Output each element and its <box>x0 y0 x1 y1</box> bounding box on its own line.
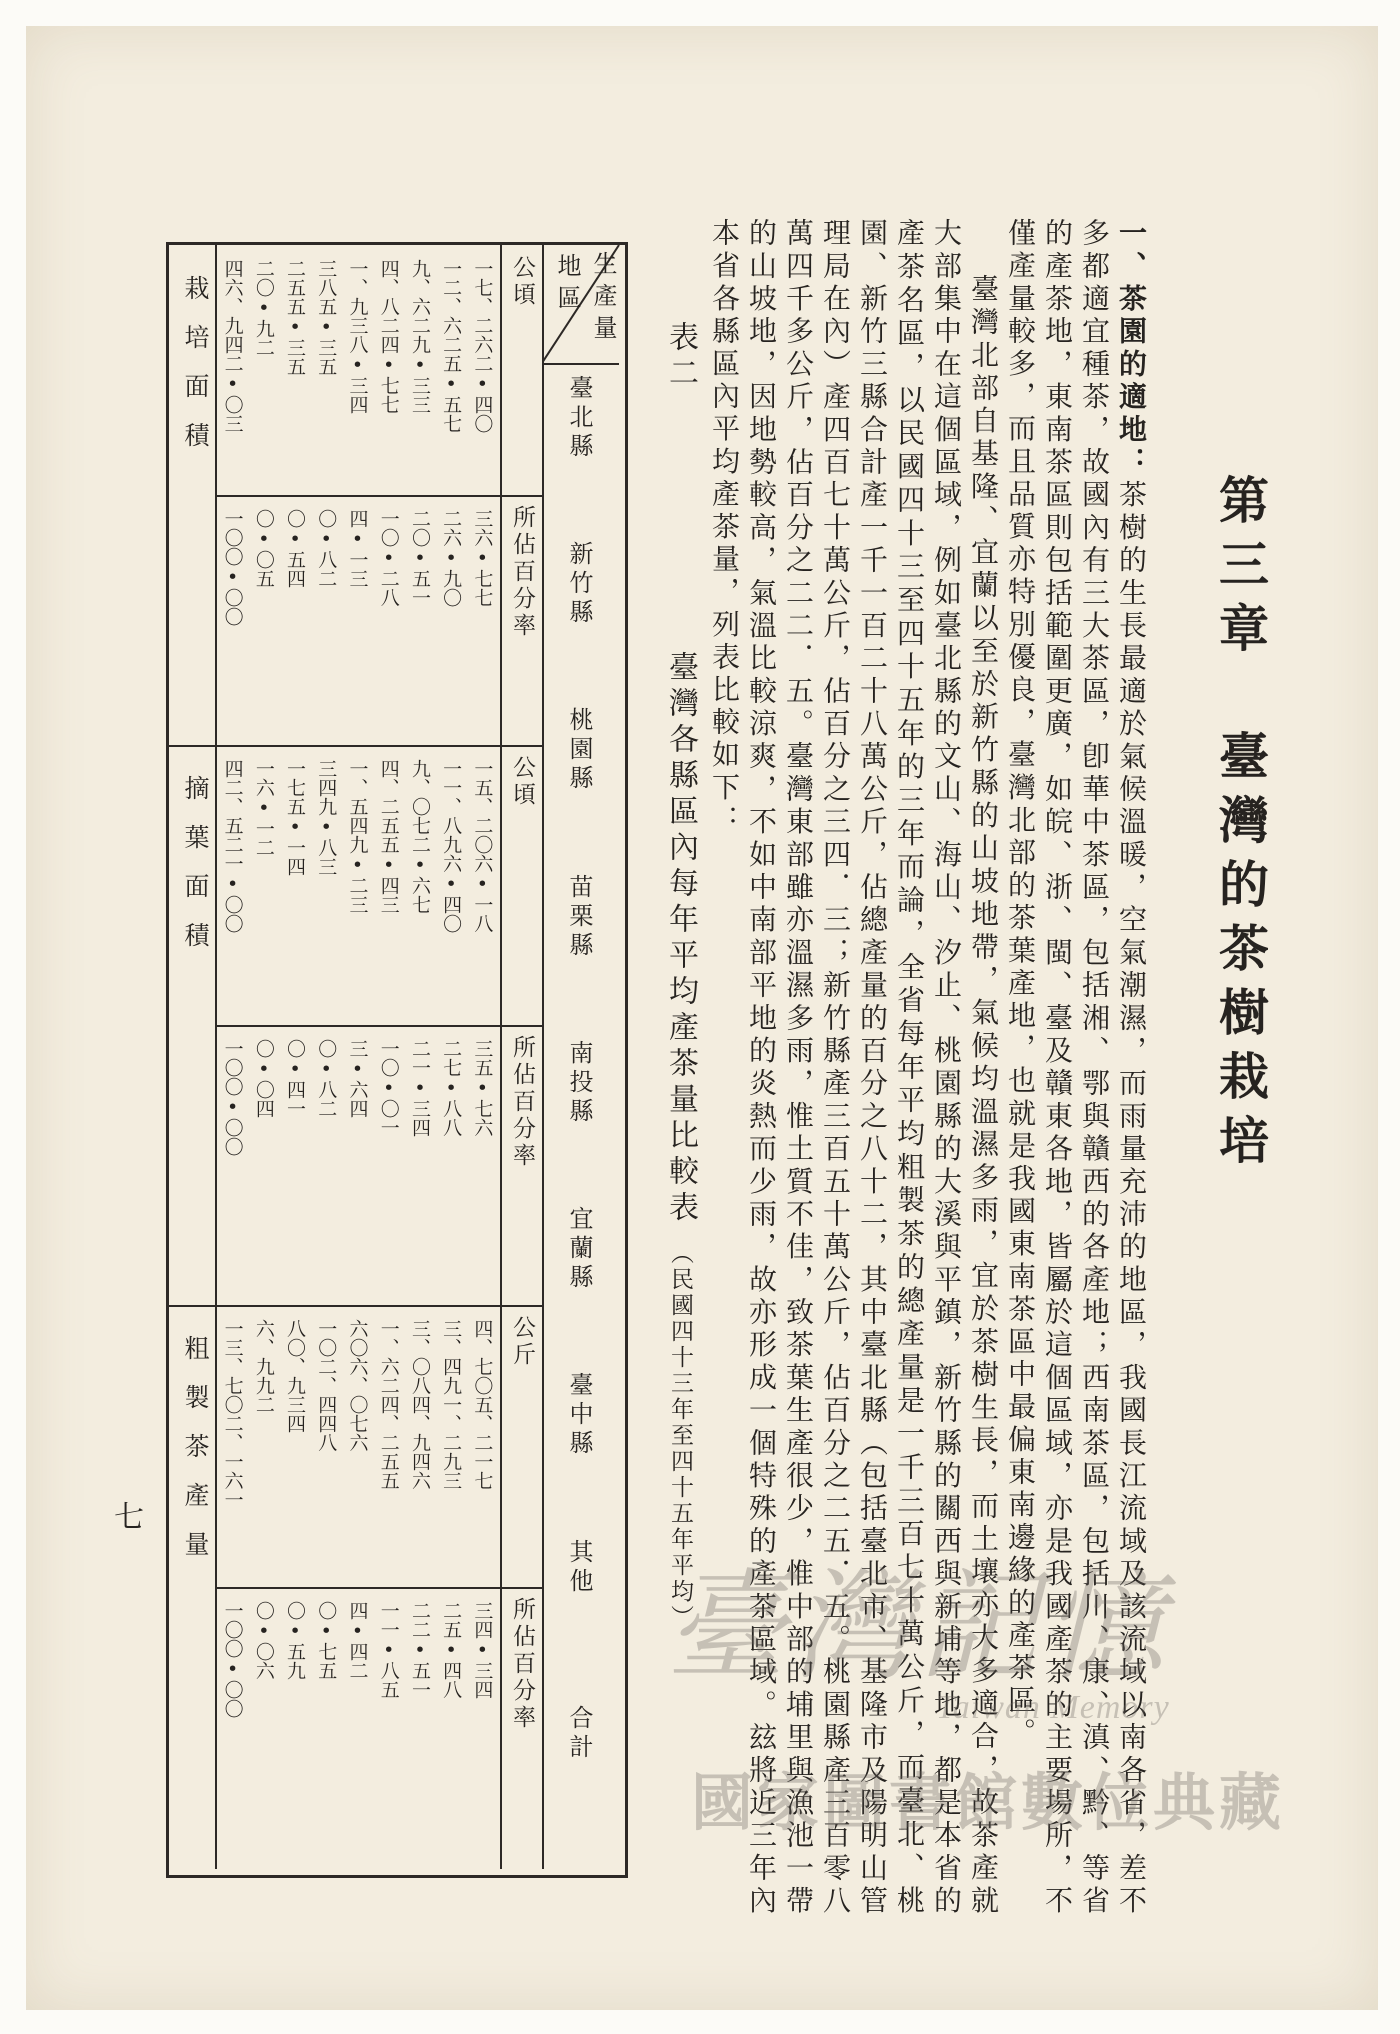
table-value: 二一•三四 <box>408 1039 431 1137</box>
region-name: 新竹縣 <box>565 541 593 629</box>
table-value: 一、五四九•二三 <box>346 759 369 914</box>
unit-label: 所佔百分率 <box>509 1597 535 1732</box>
table-value: 一〇〇•〇〇 <box>221 1601 244 1718</box>
table-subtitle: （民國四十三年至四十五年平均） <box>667 1241 693 1631</box>
table-value: 一七五•一四 <box>284 759 307 876</box>
corner-top-label: 生產量 <box>589 251 617 347</box>
table-value: 〇•五四 <box>284 509 307 588</box>
table-value: 三、四九一、二九三 <box>440 1319 463 1490</box>
paragraph-text: 茶樹的生長最適於氣候溫暖，空氣潮濕，而雨量充沛的地區，我國長江流域及該流域以南各省，差不多都適宜種茶，故國內有三大茶區，卽華中茶區，包括湘、鄂與贛西的各產地；西南茶區，包括川、康、滇、黔、等省的產茶地，東南茶區則包括範圍更廣，如皖、浙、閩、臺及贛東各地，皆屬於這個區域，亦是我國產茶的主要場所，不僅產量較多，而且品質亦特別優良，臺灣北部的茶葉產地，也就是我國東南茶區中最偏東南邊緣的產茶區。 <box>1004 218 1148 1918</box>
corner-bottom-label: 地區 <box>553 253 581 317</box>
tea-production-table <box>166 242 628 1878</box>
table-value: 〇•八二 <box>315 509 338 588</box>
table-value: 二二•五一 <box>408 1601 431 1699</box>
region-name: 合計 <box>565 1704 593 1763</box>
table-value: 二〇•五一 <box>408 509 431 607</box>
table-caption <box>658 321 702 1841</box>
chapter-title: 第三章 臺灣的茶樹栽培 <box>1211 474 1270 1178</box>
unit-label: 所佔百分率 <box>509 1035 535 1170</box>
table-label: 表二 <box>663 321 698 393</box>
table-value: 六、九九二 <box>252 1319 275 1414</box>
table-value: 三四•三四 <box>471 1601 494 1699</box>
table-value: 四•四二 <box>346 1601 369 1680</box>
group-divider <box>169 745 542 747</box>
table-value: 〇•四一 <box>284 1039 307 1118</box>
table-value: 〇•八二 <box>315 1039 338 1118</box>
table-value: 一一•八五 <box>377 1601 400 1699</box>
unit-label: 公頃 <box>509 255 535 309</box>
table-value: 九、六二九•三三 <box>408 259 431 414</box>
region-name: 臺北縣 <box>565 375 593 462</box>
table-value: 二六•九〇 <box>440 509 463 607</box>
table-value: 四、八二四•七七 <box>377 259 400 414</box>
paragraph-text: 臺灣北部自基隆、宜蘭以至於新竹縣的山坡地帶，氣候均溫濕多雨，宜於茶樹生長，而土壤亦大多適合，故茶產就大部集中在這個區域，例如臺北縣的文山、海山、汐止、桃園縣的大溪與平鎮，新竹縣的關西與新埔等地，都是本省的產茶名區，以民國四十三至四十五年的三年而論，全省每年平均粗製茶的總產量是一千三百七十萬公斤，而臺北、桃園、新竹三縣合計產一千一百二十八萬公斤，佔總產量的百分之八十二，其中臺北縣（包括臺北市、基隆市及陽明山管理局在內）產四百七十萬公斤，佔百分之三四．三；新竹縣產三百五十萬公斤，佔百分之二五．五。桃園縣產三百零八萬四千多公斤，佔百分之二二．五。臺灣東部雖亦溫濕多雨，惟土質不佳，致茶葉生產很少，惟中部的埔里與漁池一帶的山坡地，因地勢較高，氣溫比較涼爽，不如中南部平地的炎熱而少雨，故亦形成一個特殊的產茶區域。玆將近三年內本省各縣區內平均產茶量，列表比較如下： <box>708 218 1000 1918</box>
table-value: 一六•一二 <box>252 759 275 857</box>
unit-label: 公頃 <box>509 755 535 809</box>
table-value: 〇•五九 <box>284 1601 307 1680</box>
unit-divider <box>217 1025 542 1027</box>
region-name: 苗栗縣 <box>565 873 593 961</box>
table-value: 二七•八八 <box>440 1039 463 1137</box>
table-value: 四、二五五•四三 <box>377 759 400 914</box>
region-name: 其他 <box>565 1538 593 1597</box>
table-value: 一一、八九六•四〇 <box>440 759 463 933</box>
watermark-org: 國家圖書館數位典藏 <box>691 1766 1286 1839</box>
table-value: 四、七〇五、二一七 <box>471 1319 494 1490</box>
table-value: 一五、二〇六•一八 <box>471 759 494 933</box>
paragraph-2 <box>706 218 1002 1918</box>
body-text <box>706 218 1150 1918</box>
group-divider <box>169 1305 542 1307</box>
table-value: 四二、五二一•〇〇 <box>221 759 244 933</box>
region-divider <box>542 245 544 1869</box>
table-value: 〇•〇五 <box>252 509 275 588</box>
table-value: 二〇•九二 <box>252 259 275 357</box>
table-value: 〇•〇六 <box>252 1601 275 1680</box>
table-title: 臺灣各縣區內每年平均產茶量比較表 <box>663 651 698 1227</box>
table-value: 九、〇七二•六七 <box>408 759 431 914</box>
table-value: 一〇•〇一 <box>377 1039 400 1137</box>
table-value: 一〇二、四四八 <box>315 1319 338 1452</box>
table-value: 一、九三八•三四 <box>346 259 369 414</box>
table-value: 三•六四 <box>346 1039 369 1118</box>
table-value: 一三、七〇二、一六一 <box>221 1319 244 1509</box>
table-value: 三五•七六 <box>471 1039 494 1137</box>
table-value: 六〇六、〇七六 <box>346 1319 369 1452</box>
table-value: 一二、六二五•五七 <box>440 259 463 433</box>
unit-divider <box>217 495 542 497</box>
table-value: 二五•四八 <box>440 1601 463 1699</box>
page-number: 七 <box>114 1500 144 1535</box>
unit-label: 公斤 <box>509 1315 535 1369</box>
table-value: 四六、九四二•〇三 <box>221 259 244 433</box>
unit-label-divider <box>500 495 502 745</box>
group-title: 摘葉面積 <box>181 775 210 971</box>
region-name: 桃園縣 <box>565 707 593 795</box>
table-value: 〇•七五 <box>315 1601 338 1680</box>
unit-divider <box>217 1587 542 1589</box>
table-value: 三、〇八四、九四六 <box>408 1319 431 1490</box>
region-name: 臺中縣 <box>565 1372 593 1460</box>
region-name: 南投縣 <box>565 1039 593 1127</box>
table-value: 一〇〇•〇〇 <box>221 1039 244 1156</box>
paragraph-1 <box>1002 218 1150 1918</box>
unit-label: 所佔百分率 <box>509 505 535 640</box>
unit-label-divider <box>500 745 502 1025</box>
corner-divider <box>542 363 619 365</box>
table-value: 三八五•三五 <box>315 259 338 376</box>
watermark-english: Taiwan Memory <box>936 1689 1170 1726</box>
table-value: 二五五•三五 <box>284 259 307 376</box>
unit-label-divider <box>500 245 502 495</box>
table-value: 一、六二四、二五五 <box>377 1319 400 1490</box>
table-value: 〇•〇四 <box>252 1039 275 1118</box>
table-value: 一七、二六二•四〇 <box>471 259 494 433</box>
section-heading: 一、茶園的適地： <box>1115 218 1148 480</box>
region-name: 宜蘭縣 <box>565 1206 593 1294</box>
table-grid <box>169 245 625 1875</box>
table-value: 四•一三 <box>346 509 369 588</box>
unit-label-divider <box>500 1305 502 1587</box>
unit-label-divider <box>500 1587 502 1869</box>
table-value: 三六•七七 <box>471 509 494 607</box>
table-value: 三四九•八三 <box>315 759 338 876</box>
group-title: 栽培面積 <box>181 275 210 471</box>
document-page <box>26 26 1378 2010</box>
group-title: 粗製茶產量 <box>181 1335 210 1580</box>
unit-label-divider <box>500 1025 502 1305</box>
table-value: 一〇〇•〇〇 <box>221 509 244 626</box>
table-value: 八〇、九三四 <box>284 1319 307 1433</box>
table-value: 一〇•二八 <box>377 509 400 607</box>
watermark-logo-text: 臺灣記憶 <box>666 1558 1170 1697</box>
